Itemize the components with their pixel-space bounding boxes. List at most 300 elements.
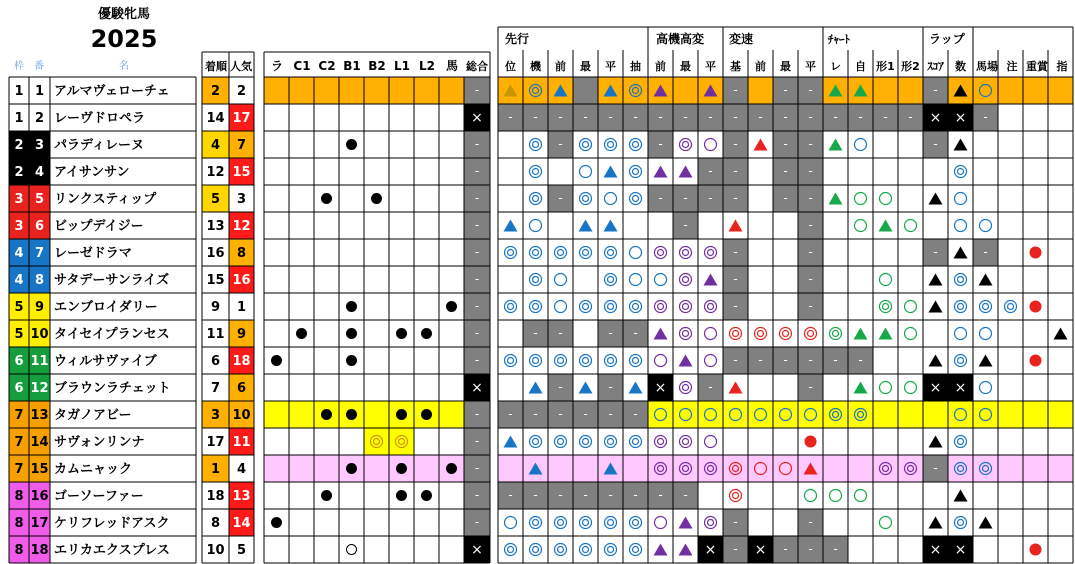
waku-number: 5 xyxy=(14,300,24,315)
subheader-label: 最 xyxy=(580,60,591,73)
double-circle-mark xyxy=(955,274,967,286)
double-circle-mark xyxy=(633,304,639,310)
double-circle-mark xyxy=(530,355,542,367)
dash-mark: - xyxy=(783,191,788,205)
circle-mark xyxy=(855,220,867,232)
factor-highlight xyxy=(364,428,389,455)
double-circle-mark xyxy=(508,250,514,256)
double-circle-mark xyxy=(505,544,517,556)
red-dot-mark xyxy=(1030,355,1042,367)
sogo-mark: - xyxy=(474,164,480,178)
finish-rank: 8 xyxy=(210,516,221,531)
sogo-mark: - xyxy=(474,137,480,151)
dash-mark: - xyxy=(808,191,813,205)
dash-mark: - xyxy=(508,407,513,421)
factor-highlight xyxy=(389,428,414,455)
finish-rank: 16 xyxy=(206,246,225,261)
popularity: 14 xyxy=(232,516,251,531)
circle-mark xyxy=(705,328,717,340)
waku-number: 2 xyxy=(14,138,24,153)
circle-mark xyxy=(830,490,842,502)
horse-name: サヴォンリンナ xyxy=(54,435,145,450)
double-circle-mark xyxy=(608,547,614,553)
double-circle-mark xyxy=(583,250,589,256)
finish-rank: 5 xyxy=(210,192,221,207)
factor-dot xyxy=(346,409,357,420)
group-senkou: 先行 xyxy=(505,32,530,46)
double-circle-mark xyxy=(655,436,667,448)
double-circle-mark xyxy=(683,439,689,445)
triangle-mark xyxy=(504,436,518,448)
header-l1: L1 xyxy=(394,59,410,73)
dash-mark: - xyxy=(808,137,813,151)
triangle-mark xyxy=(729,220,743,232)
double-circle-mark xyxy=(583,142,589,148)
double-circle-mark xyxy=(505,355,517,367)
double-circle-mark xyxy=(530,436,542,448)
circle-mark xyxy=(880,193,892,205)
dash-mark: - xyxy=(733,542,738,556)
cross-mark: × xyxy=(654,380,667,396)
circle-mark xyxy=(555,274,567,286)
subheader-label: 抽 xyxy=(630,60,641,73)
horse-number: 5 xyxy=(34,192,45,207)
double-circle-mark xyxy=(605,301,617,313)
horse-number: 14 xyxy=(30,435,49,450)
double-circle-mark xyxy=(683,304,689,310)
dash-mark: - xyxy=(658,191,663,205)
horse-number: 6 xyxy=(34,219,45,234)
double-circle-mark xyxy=(683,142,689,148)
horse-name: ウィルサヴァイブ xyxy=(54,354,157,369)
dash-mark: - xyxy=(883,110,888,124)
circle-mark xyxy=(705,139,717,151)
circle-mark xyxy=(955,193,967,205)
horse-number: 9 xyxy=(34,300,45,315)
double-circle-mark xyxy=(680,247,692,259)
dash-mark: - xyxy=(608,326,613,340)
triangle-mark xyxy=(954,247,968,259)
finish-rank: 4 xyxy=(210,138,221,153)
dash-mark: - xyxy=(508,488,513,502)
popularity: 10 xyxy=(232,408,251,423)
triangle-mark xyxy=(979,355,993,367)
dash-mark: - xyxy=(558,407,563,421)
waku-number: 7 xyxy=(14,408,24,423)
waku-number: 8 xyxy=(14,516,24,531)
dash-mark: - xyxy=(558,191,563,205)
double-circle-mark xyxy=(705,247,717,259)
header-ban: 番 xyxy=(34,61,44,72)
double-circle-mark xyxy=(605,139,617,151)
subheader-label: 基 xyxy=(730,60,741,73)
double-circle-mark xyxy=(605,274,617,286)
cross-mark: × xyxy=(929,380,942,396)
double-circle-mark xyxy=(605,544,617,556)
header-baba: 馬場 xyxy=(976,60,998,73)
group-kouki: 高機高変 xyxy=(656,32,705,46)
header-ninki: 人気 xyxy=(230,60,252,73)
dash-mark: - xyxy=(708,164,713,178)
header-sogo: 総合 xyxy=(466,60,488,73)
double-circle-mark xyxy=(680,274,692,286)
finish-rank: 15 xyxy=(206,273,225,288)
dash-mark: - xyxy=(733,299,738,313)
header-jusho: 重賞 xyxy=(1026,60,1048,73)
circle-mark xyxy=(880,382,892,394)
double-circle-mark xyxy=(580,355,592,367)
header-ra: ラ xyxy=(270,59,284,73)
sogo-mark: × xyxy=(471,542,483,558)
gray-cell xyxy=(573,77,598,104)
dash-mark: - xyxy=(683,191,688,205)
triangle-mark xyxy=(654,544,668,556)
triangle-mark xyxy=(679,166,693,178)
factor-dot xyxy=(296,328,307,339)
double-circle-mark xyxy=(583,547,589,553)
dash-mark: - xyxy=(508,110,513,124)
double-circle-mark xyxy=(958,439,964,445)
triangle-mark xyxy=(1054,328,1068,340)
triangle-mark xyxy=(529,382,543,394)
double-circle-mark xyxy=(530,544,542,556)
waku-number: 4 xyxy=(14,273,24,288)
dash-mark: - xyxy=(733,245,738,259)
dash-mark: - xyxy=(583,488,588,502)
double-circle-mark xyxy=(630,517,642,529)
dash-mark: - xyxy=(808,83,813,97)
subheader-label: 前 xyxy=(755,60,766,73)
subheader-label: 平 xyxy=(805,60,816,73)
double-circle-mark xyxy=(958,304,964,310)
double-circle-mark xyxy=(580,193,592,205)
triangle-mark xyxy=(604,220,618,232)
horse-number: 13 xyxy=(30,408,49,423)
marks-highlight xyxy=(498,455,1073,482)
triangle-mark xyxy=(679,355,693,367)
cross-mark: × xyxy=(754,542,767,558)
dash-mark: - xyxy=(808,110,813,124)
waku-number: 3 xyxy=(14,192,24,207)
double-circle-mark xyxy=(583,196,589,202)
waku-number: 8 xyxy=(14,543,24,558)
double-circle-mark xyxy=(533,547,539,553)
dash-mark: - xyxy=(733,110,738,124)
double-circle-mark xyxy=(633,358,639,364)
factor-dot xyxy=(321,490,332,501)
double-circle-mark xyxy=(630,355,642,367)
double-circle-mark xyxy=(633,142,639,148)
dash-mark: - xyxy=(833,542,838,556)
finish-rank: 17 xyxy=(206,435,225,450)
sogo-mark: - xyxy=(474,407,480,421)
race-year: 2025 xyxy=(90,25,158,53)
double-circle-mark xyxy=(680,328,692,340)
sogo-mark: × xyxy=(471,380,483,396)
finish-rank: 12 xyxy=(206,165,225,180)
factor-dot xyxy=(446,463,457,474)
popularity: 4 xyxy=(236,462,247,477)
double-circle-mark xyxy=(530,247,542,259)
double-circle-mark xyxy=(1005,301,1017,313)
double-circle-mark xyxy=(555,517,567,529)
factor-dot xyxy=(271,355,282,366)
double-circle-mark xyxy=(555,355,567,367)
dash-mark: - xyxy=(608,110,613,124)
cross-mark: × xyxy=(704,542,717,558)
double-circle-mark xyxy=(730,490,742,502)
circle-mark xyxy=(955,328,967,340)
factor-dot xyxy=(346,328,357,339)
horse-number: 15 xyxy=(30,462,49,477)
double-circle-mark xyxy=(633,169,639,175)
subheader-label: 平 xyxy=(605,60,616,73)
popularity: 11 xyxy=(232,435,251,450)
dash-mark: - xyxy=(558,488,563,502)
double-circle-mark xyxy=(680,436,692,448)
waku-number: 1 xyxy=(14,84,24,99)
double-circle-mark xyxy=(730,328,742,340)
dash-mark: - xyxy=(783,137,788,151)
double-circle-mark xyxy=(955,355,967,367)
group-hensoku: 変速 xyxy=(729,32,754,46)
factor-dot xyxy=(446,301,457,312)
triangle-mark xyxy=(929,355,943,367)
dash-mark: - xyxy=(808,272,813,286)
header-b1: B1 xyxy=(343,59,361,73)
double-circle-mark xyxy=(683,385,689,391)
double-circle-mark xyxy=(558,520,564,526)
circle-mark xyxy=(705,355,717,367)
horse-number: 16 xyxy=(30,489,49,504)
sogo-mark: - xyxy=(474,245,480,259)
dash-mark: - xyxy=(533,326,538,340)
dash-mark: - xyxy=(733,272,738,286)
triangle-mark xyxy=(854,382,868,394)
dash-mark: - xyxy=(758,353,763,367)
triangle-mark xyxy=(604,166,618,178)
dash-mark: - xyxy=(858,353,863,367)
triangle-mark xyxy=(954,139,968,151)
sogo-mark: - xyxy=(474,218,480,232)
finish-rank: 7 xyxy=(210,381,221,396)
dash-mark: - xyxy=(983,245,988,259)
double-circle-mark xyxy=(608,277,614,283)
double-circle-mark xyxy=(533,142,539,148)
sogo-mark: - xyxy=(474,434,480,448)
popularity: 3 xyxy=(236,192,247,207)
popularity: 12 xyxy=(232,219,251,234)
factor-dot xyxy=(396,490,407,501)
triangle-mark xyxy=(979,274,993,286)
dash-mark: - xyxy=(658,488,663,502)
finish-rank: 1 xyxy=(210,462,221,477)
cross-mark: × xyxy=(954,380,967,396)
circle-mark xyxy=(980,220,992,232)
dash-mark: - xyxy=(783,83,788,97)
double-circle-mark xyxy=(533,196,539,202)
factor-dot xyxy=(396,409,407,420)
header-c1: C1 xyxy=(293,59,311,73)
double-circle-mark xyxy=(633,520,639,526)
cross-mark: × xyxy=(929,110,942,126)
popularity: 18 xyxy=(232,354,251,369)
double-circle-mark xyxy=(758,331,764,337)
dash-mark: - xyxy=(558,380,563,394)
popularity: 2 xyxy=(236,84,247,99)
popularity: 7 xyxy=(236,138,247,153)
dash-mark: - xyxy=(658,137,663,151)
horse-name: ビップデイジー xyxy=(54,219,144,234)
factor-dot xyxy=(346,355,357,366)
dash-mark: - xyxy=(533,407,538,421)
dash-mark: - xyxy=(733,353,738,367)
finish-rank: 6 xyxy=(210,354,221,369)
double-circle-mark xyxy=(608,250,614,256)
dash-mark: - xyxy=(808,218,813,232)
dash-mark: - xyxy=(733,191,738,205)
horse-number: 17 xyxy=(30,516,49,531)
horse-name: リンクスティップ xyxy=(54,192,157,207)
double-circle-mark xyxy=(583,304,589,310)
dash-mark: - xyxy=(933,245,938,259)
double-circle-mark xyxy=(655,301,667,313)
double-circle-mark xyxy=(533,169,539,175)
factor-dot xyxy=(346,139,357,150)
double-circle-mark xyxy=(580,436,592,448)
double-circle-mark xyxy=(883,304,889,310)
horse-number: 11 xyxy=(30,354,49,369)
dash-mark: - xyxy=(608,488,613,502)
horse-number: 18 xyxy=(30,543,49,558)
factor-dot xyxy=(421,328,432,339)
horse-name: タガノアビー xyxy=(54,408,132,423)
dash-mark: - xyxy=(658,110,663,124)
double-circle-mark xyxy=(580,247,592,259)
subheader-label: 前 xyxy=(655,60,666,73)
header-name: 名 xyxy=(119,61,129,72)
triangle-mark xyxy=(504,220,518,232)
finish-rank: 9 xyxy=(210,300,221,315)
double-circle-mark xyxy=(958,520,964,526)
dash-mark: - xyxy=(808,515,813,529)
popularity: 15 xyxy=(232,165,251,180)
sogo-mark: - xyxy=(474,299,480,313)
dash-mark: - xyxy=(558,110,563,124)
triangle-mark xyxy=(954,490,968,502)
triangle-mark xyxy=(654,166,668,178)
circle-mark xyxy=(905,220,917,232)
double-circle-mark xyxy=(605,355,617,367)
subheader-label: 数 xyxy=(955,60,966,73)
factor-dot xyxy=(321,193,332,204)
triangle-mark xyxy=(679,517,693,529)
circle-mark xyxy=(955,220,967,232)
double-circle-mark xyxy=(608,142,614,148)
double-circle-mark xyxy=(630,544,642,556)
header-l2: L2 xyxy=(419,59,435,73)
double-circle-mark xyxy=(955,436,967,448)
double-circle-mark xyxy=(733,331,739,337)
dash-mark: - xyxy=(558,137,563,151)
double-circle-mark xyxy=(558,439,564,445)
waku-number: 2 xyxy=(14,165,24,180)
waku-number: 4 xyxy=(14,246,24,261)
popularity: 16 xyxy=(232,273,251,288)
horse-number: 10 xyxy=(30,327,49,342)
circle-mark xyxy=(905,301,917,313)
horse-number: 12 xyxy=(30,381,49,396)
dash-mark: - xyxy=(608,380,613,394)
double-circle-mark xyxy=(633,439,639,445)
double-circle-mark xyxy=(658,304,664,310)
double-circle-mark xyxy=(530,517,542,529)
double-circle-mark xyxy=(533,358,539,364)
popularity: 13 xyxy=(232,489,251,504)
double-circle-mark xyxy=(633,547,639,553)
dash-mark: - xyxy=(533,110,538,124)
horse-number: 4 xyxy=(34,165,45,180)
finish-rank: 14 xyxy=(206,111,225,126)
horse-name: エンブロイダリー xyxy=(54,300,158,315)
popularity: 1 xyxy=(236,300,247,315)
waku-number: 6 xyxy=(14,354,24,369)
horse-number: 7 xyxy=(34,246,45,261)
circle-mark xyxy=(505,517,517,529)
horse-name: パラディレーヌ xyxy=(54,138,144,153)
double-circle-mark xyxy=(655,247,667,259)
double-circle-mark xyxy=(733,493,739,499)
dash-mark: - xyxy=(633,110,638,124)
dash-mark: - xyxy=(933,83,938,97)
double-circle-mark xyxy=(530,193,542,205)
sogo-mark: - xyxy=(474,515,480,529)
circle-mark xyxy=(555,301,567,313)
circle-mark xyxy=(805,490,817,502)
double-circle-mark xyxy=(533,250,539,256)
horse-name: エリカエクスプレス xyxy=(54,543,170,558)
double-circle-mark xyxy=(983,304,989,310)
sogo-mark: - xyxy=(474,272,480,286)
double-circle-mark xyxy=(580,139,592,151)
circle-mark xyxy=(605,193,617,205)
dash-mark: - xyxy=(758,110,763,124)
double-circle-mark xyxy=(1008,304,1014,310)
double-circle-mark xyxy=(705,517,717,529)
dash-mark: - xyxy=(783,542,788,556)
circle-mark xyxy=(855,139,867,151)
finish-rank: 11 xyxy=(206,327,225,342)
horse-number: 2 xyxy=(34,111,45,126)
double-circle-mark xyxy=(683,331,689,337)
double-circle-mark xyxy=(780,328,792,340)
header-b2: B2 xyxy=(368,59,386,73)
horse-number: 3 xyxy=(34,138,45,153)
triangle-mark xyxy=(979,517,993,529)
dash-mark: - xyxy=(808,245,813,259)
horse-name: レーゼドラマ xyxy=(54,246,132,261)
double-circle-mark xyxy=(955,166,967,178)
subheader-label: 最 xyxy=(780,60,791,73)
dash-mark: - xyxy=(783,164,788,178)
circle-mark xyxy=(880,517,892,529)
double-circle-mark xyxy=(530,274,542,286)
header-uma: 馬 xyxy=(445,59,459,73)
red-dot-mark xyxy=(1030,544,1042,556)
waku-number: 3 xyxy=(14,219,24,234)
red-dot-mark xyxy=(1030,301,1042,313)
triangle-mark xyxy=(729,382,743,394)
